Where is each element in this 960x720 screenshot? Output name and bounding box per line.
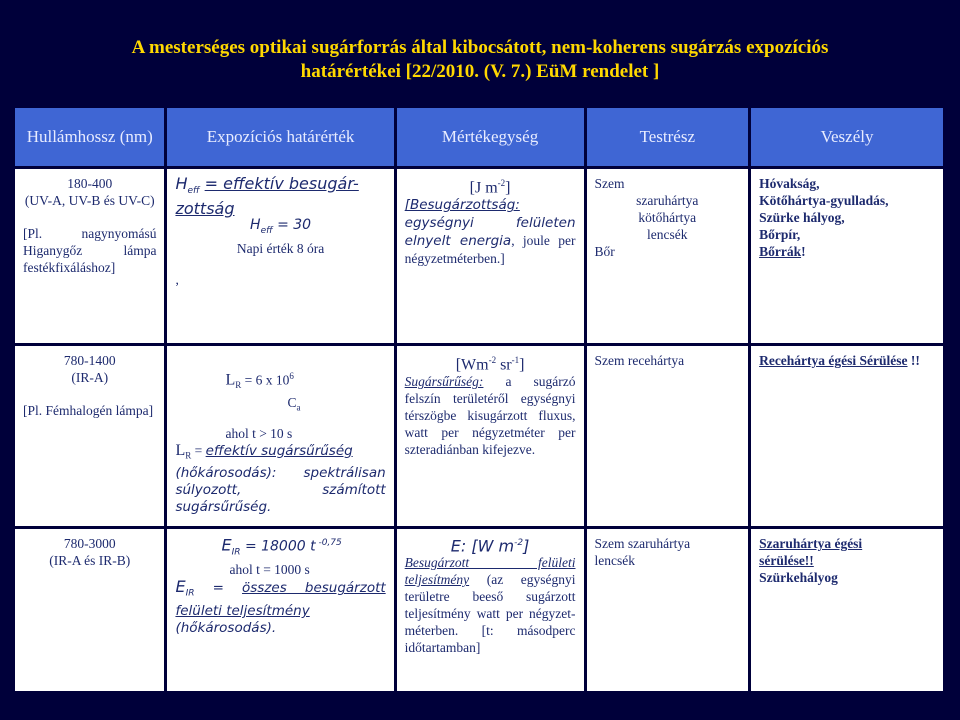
row1-unit-cell — [397, 169, 584, 343]
row2-body-cell — [587, 346, 749, 526]
row2-unit-exp2: -1 — [511, 355, 520, 365]
row1-limit-cell — [167, 169, 393, 343]
row3-hazard-3: Szürkehályog — [759, 570, 838, 585]
row3-body-2: lencsék — [594, 553, 635, 568]
row2-unit-cell — [397, 346, 584, 526]
row1-limit-H: H — [175, 174, 188, 193]
row1-body-5: Bőr — [594, 244, 615, 259]
row2-limit-a: a — [296, 402, 301, 413]
row1-unit-exp: -2 — [497, 178, 506, 188]
row1-limit-daily: Napi érték 8 óra — [236, 240, 325, 256]
row2-limit-def-eq: = — [194, 442, 203, 458]
row1-limit-value-H: H — [250, 217, 261, 234]
row2-limit-where: ahol t > 10 s — [225, 425, 293, 441]
row2-unit-desc-u: Sugársűrűség: — [404, 374, 484, 390]
row2-unit-desc: a sugárzó felszín területéről egységnyi térszögbe kisugárzott fluxus, watt per négyzetméter per szteradiánban kifejezve. — [404, 374, 576, 458]
row2-limit-def-L: L — [175, 441, 186, 459]
row2-wl-range: 780-1400 — [63, 353, 116, 368]
row1-wavelength-cell — [15, 169, 164, 343]
row3-body-1: Szem szaruhártya — [594, 536, 691, 551]
row3-unit-exp: -2 — [514, 538, 524, 548]
row1-hazard-5: ! — [801, 244, 806, 259]
exposure-limits-table — [12, 105, 946, 694]
row3-limit-def-E: E — [175, 577, 186, 597]
row3-unit-main: E: [W m — [450, 536, 515, 556]
row2-limit-def-R: R — [185, 450, 192, 461]
row2-limit-R: R — [235, 380, 242, 391]
row1-limit-comma: , — [175, 271, 179, 287]
row1-unit-desc-rest: , joule per négyzetméterben.] — [404, 233, 576, 267]
row2-unit-exp1: -2 — [488, 355, 497, 365]
row3-limit-def-rest: (hőkárosodás). — [175, 620, 277, 637]
row1-unit-desc-i: egységnyi felületen elnyelt energia — [404, 215, 576, 250]
table-row — [15, 169, 943, 343]
table-row — [15, 529, 943, 691]
row3-limit-exp: -0,75 — [315, 538, 342, 548]
row3-hazard-2: sérülése!! — [759, 553, 814, 568]
row3-limit-E: E — [221, 535, 232, 555]
page-title — [0, 36, 960, 84]
row1-hazard-2: Kötőhártya-gyulladás, — [759, 193, 889, 208]
row1-limit-eff: eff — [187, 186, 200, 197]
row3-wl-type: (IR-A és IR-B) — [49, 553, 131, 568]
row1-limit-def: = effektív besugár-zottság — [175, 174, 359, 219]
row2-unit-main: [Wm — [455, 356, 489, 374]
row3-unit-close: ] — [523, 536, 530, 556]
row2-limit-exp: 6 — [289, 371, 294, 381]
row3-limit-def-IR: IR — [185, 589, 195, 600]
row2-limit-def-u: effektív sugársűrűség — [205, 442, 353, 459]
row1-body-cell — [587, 169, 749, 343]
row3-limit-where: ahol t = 1000 s — [229, 562, 310, 578]
row1-body-2: szaruhártya — [636, 193, 699, 208]
title-line-2: határértékei [22/2010. (V. 7.) EüM rendelet ] — [300, 61, 660, 82]
row3-limit-eq: = 18000 t — [244, 538, 316, 555]
header-body-part: Testrész — [587, 108, 749, 166]
row2-limit-def-rest: (hőkárosodás): spektrálisan súlyozott, számított sugársűrűség. — [175, 464, 386, 515]
header-wavelength: Hullámhossz (nm) — [15, 108, 164, 166]
row2-wavelength-cell — [15, 346, 164, 526]
row1-wl-type: (UV-A, UV-B és UV-C) — [24, 193, 155, 208]
row2-limit-eq: = 6 x 10 — [244, 372, 290, 388]
row1-limit-value: = 30 — [277, 217, 312, 234]
header-hazard: Veszély — [751, 108, 943, 166]
row2-hazard-u: Recehártya égési Sérülése — [759, 353, 908, 368]
row3-hazard-cell — [751, 529, 943, 691]
row1-body-4: lencsék — [647, 227, 688, 242]
header-unit: Mértékegység — [397, 108, 584, 166]
row3-unit-desc: (az egységnyi területre beeső sugárzott teljesítmény watt per négyzet-méterben. [t: másodperc időtartamban] — [404, 572, 576, 656]
row3-hazard-1: Szaruhártya égési — [759, 536, 863, 551]
row3-limit-def-u: összes besugárzott felületi teljesítmény — [175, 580, 386, 620]
row2-limit-L: L — [225, 371, 236, 389]
row2-unit-close: ] — [519, 356, 525, 374]
row3-wl-range: 780-3000 — [63, 536, 116, 551]
table-row — [15, 346, 943, 526]
row2-wl-example: [Pl. Fémhalogén lámpa] — [23, 403, 154, 418]
row1-limit-value-sub: eff — [260, 225, 273, 236]
row2-hazard-cell — [751, 346, 943, 526]
row2-unit-sr: sr — [496, 356, 512, 374]
row3-unit-desc-u: Besugárzott felületi teljesítmény — [404, 555, 576, 588]
row2-body: Szem recehártya — [594, 353, 685, 368]
header-limit: Expozíciós határérték — [167, 108, 393, 166]
row1-unit-close: ] — [505, 179, 511, 197]
row1-wl-example: [Pl. nagynyomású Higanygőz lámpa festékfixáláshoz] — [23, 226, 157, 275]
table-header-row — [15, 108, 943, 166]
row3-limit-IR: IR — [231, 547, 241, 558]
row1-hazard-5u: Bőrrák — [759, 244, 802, 259]
row2-wl-type: (IR-A) — [71, 370, 109, 385]
row3-limit-cell — [167, 529, 393, 691]
row1-hazard-1: Hóvakság, — [759, 176, 820, 191]
row1-wl-range: 180-400 — [67, 176, 113, 191]
row2-limit-cell — [167, 346, 393, 526]
row1-hazard-cell — [751, 169, 943, 343]
row2-hazard-rest: !! — [907, 353, 920, 368]
row1-hazard-3: Szürke hályog, — [759, 210, 845, 225]
row1-unit-desc-u: [Besugárzottság: — [404, 197, 520, 214]
row1-body-1: Szem — [594, 176, 625, 191]
title-line-1: A mesterséges optikai sugárforrás által kibocsátott, nem-koherens sugárzás expozíciós — [131, 37, 829, 58]
row3-limit-def-eq: = — [194, 580, 243, 597]
row3-wavelength-cell — [15, 529, 164, 691]
row1-body-3: kötőhártya — [638, 210, 697, 225]
row3-unit-cell — [397, 529, 584, 691]
row2-limit-C: C — [287, 395, 297, 411]
row1-hazard-4: Bőrpír, — [759, 227, 801, 242]
row1-unit-main: [J m — [469, 179, 498, 197]
row3-body-cell — [587, 529, 749, 691]
